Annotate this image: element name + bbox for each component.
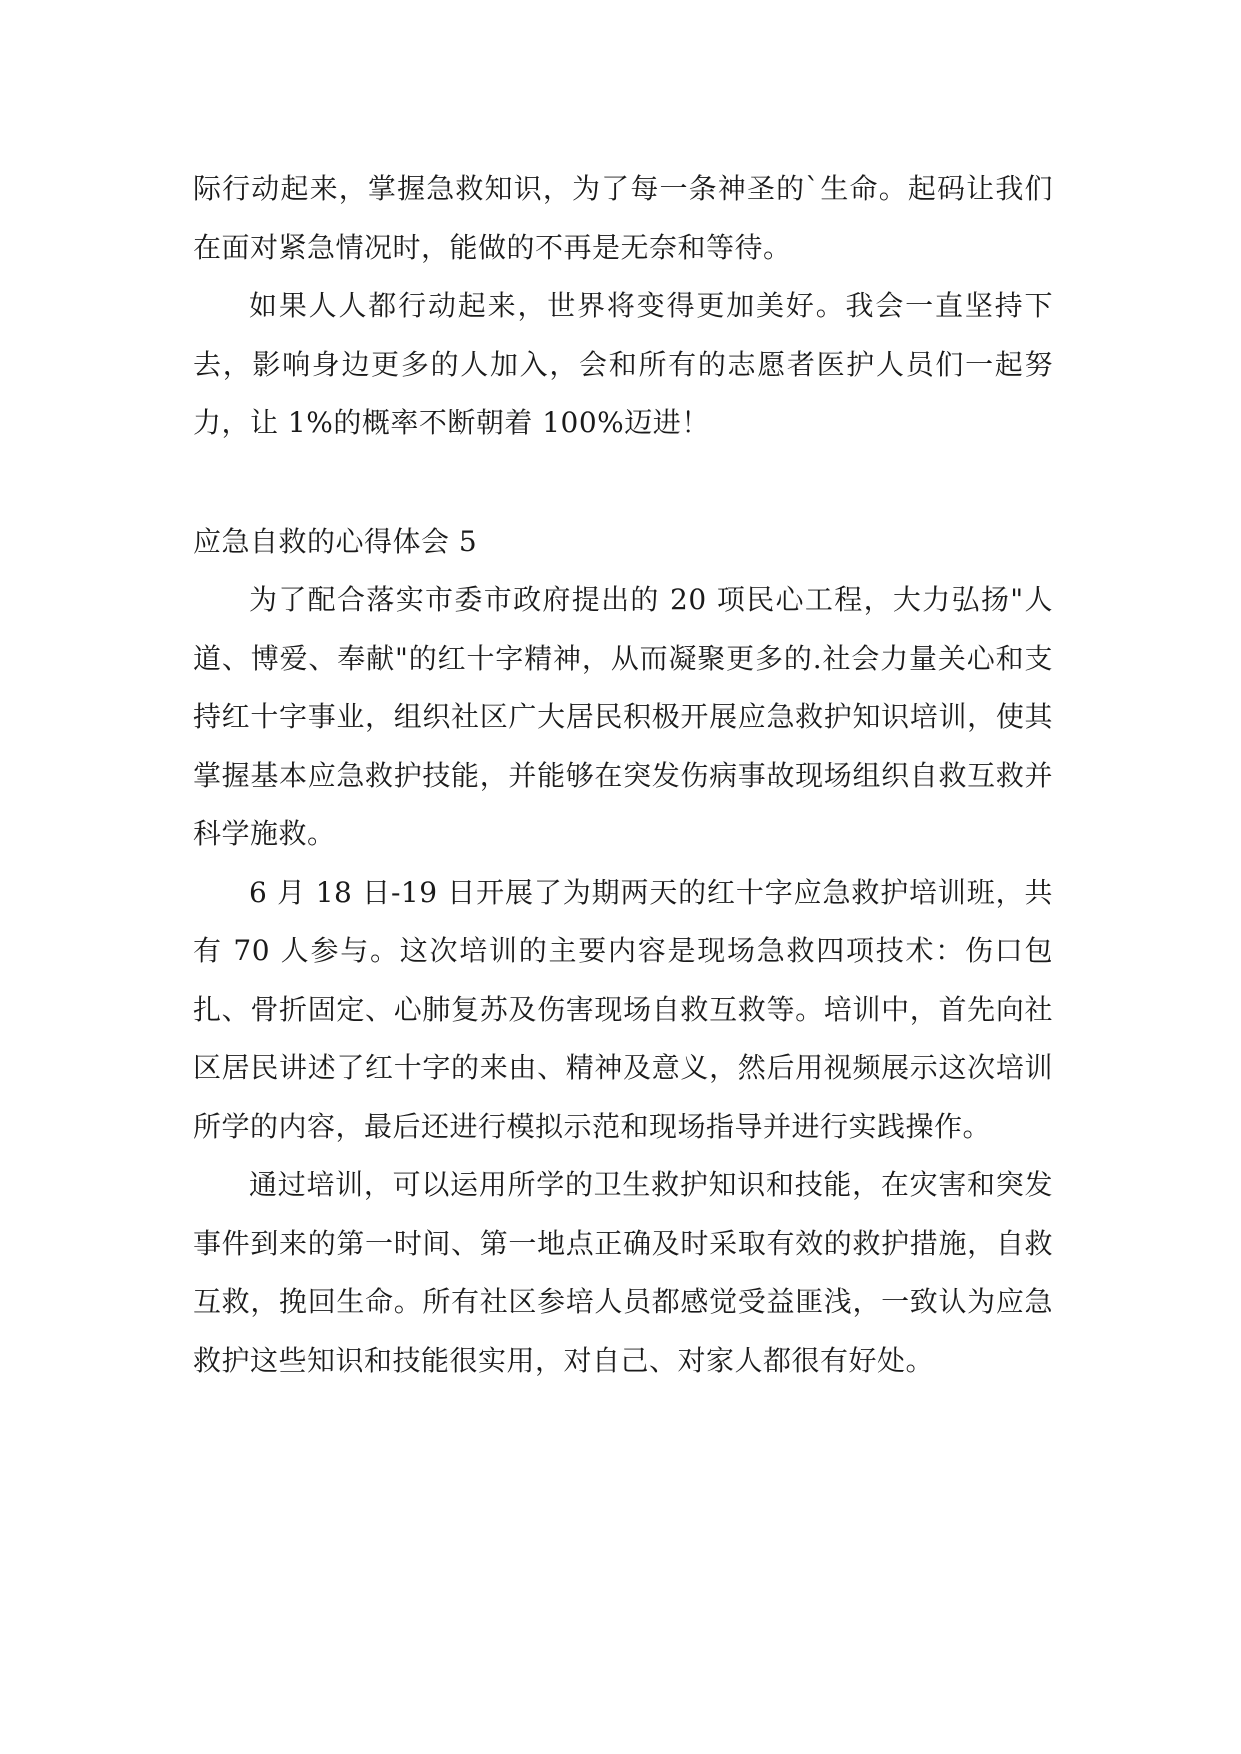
paragraph-continuation: 际行动起来，掌握急救知识，为了每一条神圣的`生命。起码让我们在面对紧急情况时，能做的不再是无奈和等待。 [193,172,1053,264]
paragraph: 通过培训，可以运用所学的卫生救护知识和技能，在灾害和突发事件到来的第一时间、第一地点正确及时采取有效的救护措施，自救互救，挽回生命。所有社区参培人员都感觉受益匪浅，一致认为应急救护这些知识和技能很实用，对自己、对家人都很有好处。 [193,1168,1053,1377]
paragraph: 6 月 18 日-19 日开展了为期两天的红十字应急救护培训班，共有 70 人参与。这次培训的主要内容是现场急救四项技术：伤口包扎、骨折固定、心肺复苏及伤害现场自救互救等。培训中，首先向社区居民讲述了红十字的来由、精神及意义，然后用视频展示这次培训所学的内容，最后还进行模拟示范和现场指导并进行实践操作。 [193,875,1053,1143]
paragraph: 如果人人都行动起来，世界将变得更加美好。我会一直坚持下去，影响身边更多的人加入，会和所有的志愿者医护人员们一起努力，让 1%的概率不断朝着 100%迈进！ [193,289,1053,439]
document-page [193,160,1053,1390]
paragraph: 为了配合落实市委市政府提出的 20 项民心工程，大力弘扬"人道、博爱、奉献"的红十字精神，从而凝聚更多的.社会力量关心和支持红十字事业，组织社区广大居民积极开展应急救护知识培训，使其掌握基本应急救护技能，并能够在突发伤病事故现场组织自救互救并科学施救。 [193,583,1053,850]
section-title: 应急自救的心得体会 5 [193,524,478,558]
